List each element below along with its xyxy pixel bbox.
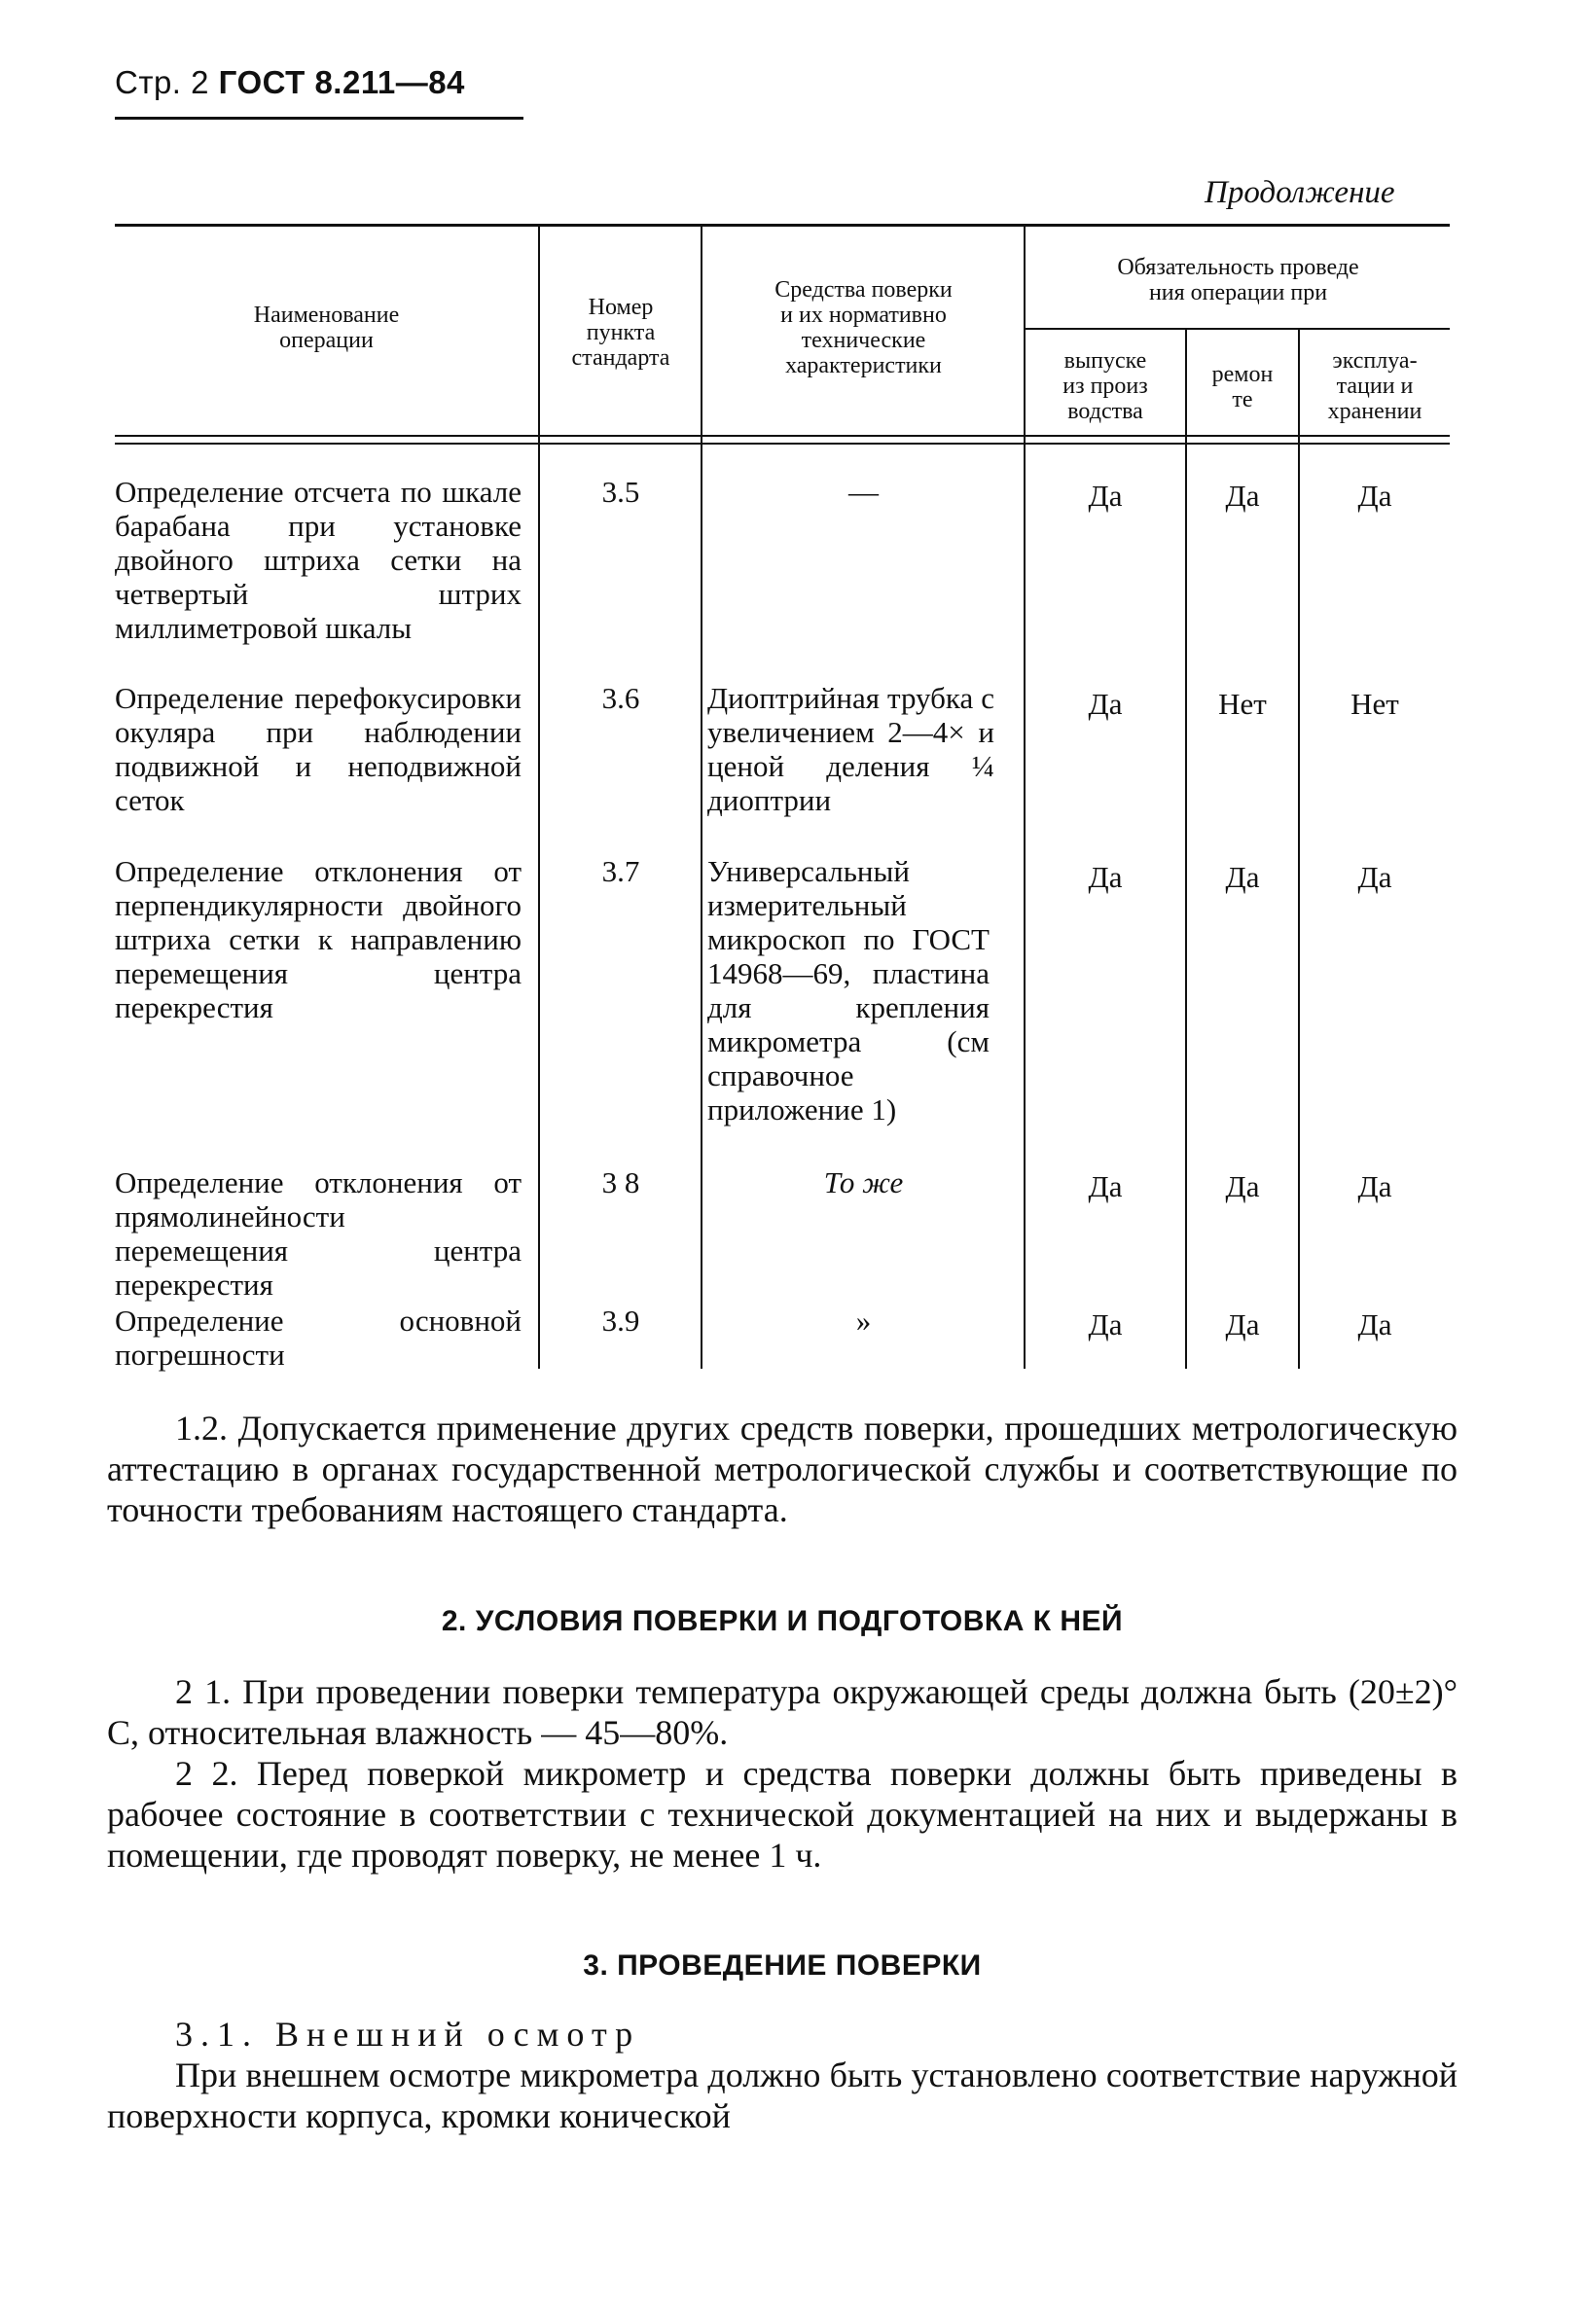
paragraph-2-1-text: 2 1. При проведении поверки температура окружающей среды должна быть (20±2)° С, относительная влажность — 45—80%. [107,1672,1458,1752]
running-head-rule [115,117,523,120]
standard-code: ГОСТ 8.211—84 [218,64,465,100]
row5-release: Да [1088,1307,1123,1341]
row4-operation: Определение отклонения от прямолинейности перемещения центра перекрестия [115,1165,522,1302]
header-bottom-rule [115,435,1450,437]
row5-storage: Да [1357,1307,1392,1341]
header-clause: Номер пункта стандарта [571,295,670,371]
row5-operation: Определение основной погрешности [115,1304,522,1372]
row1-release: Да [1088,479,1123,513]
page-label: Стр. 2 [115,64,209,100]
header-storage: эксплуа- тации и хранении [1327,348,1422,424]
paragraph-3-1-text: При внешнем осмотре микрометра должно быть установлено соответствие наружной поверхности корпуса, кромки конической [107,2056,1458,2135]
header-double-rule [115,443,1450,445]
paragraph-2-2-text: 2 2. Перед поверкой микрометр и средства поверки должны быть приведены в рабочее состояние в соответствии с технической документацией на них и выдержаны в помещении, где проводят поверку, не менее 1 ч. [107,1754,1458,1875]
continuation-label: Продолжение [1205,175,1395,210]
header-means: Средства поверки и их нормативно технические характеристики [774,277,953,378]
row2-repair: Нет [1218,687,1267,721]
row3-storage: Да [1357,860,1392,894]
row4-release: Да [1088,1169,1123,1203]
row1-repair: Да [1225,479,1260,513]
section-2-title: 2. УСЛОВИЯ ПОВЕРКИ И ПОДГОТОВКА К НЕЙ [441,1605,1124,1637]
subheader-rule [1024,328,1450,330]
row2-operation: Определение перефокусировки окуляра при наблюдении подвижной и неподвижной сеток [115,681,522,817]
row3-means: Универсальный измерительный микроскоп по ГОСТ 14968—69, пластина для крепления микрометра (см справочное приложение 1) [707,854,990,1126]
row1-storage: Да [1357,479,1392,513]
row3-release: Да [1088,860,1123,894]
header-repair: ремон те [1211,362,1274,412]
row4-repair: Да [1225,1169,1260,1203]
row4-storage: Да [1357,1169,1392,1203]
header-release: выпуске из произ водства [1062,348,1148,424]
header-obligatory: Обязательность проведе ния операции при [1117,255,1359,305]
paragraph-1-2-text: 1.2. Допускается применение других средств поверки, прошедших метрологическую аттестацию в органах государственной метрологической службы и соответствующие по точности требованиям настоящего стандарта. [107,1409,1458,1529]
row3-operation: Определение отклонения от перпендикулярности двойного штриха сетки к направлению перемещения центра перекрестия [115,854,522,1024]
row2-means: Диоптрийная трубка с увеличением 2—4× и ценой деления ¼ диоптрии [707,681,994,817]
running-head [115,64,465,101]
row2-storage: Нет [1350,687,1399,721]
section-3-title: 3. ПРОВЕДЕНИЕ ПОВЕРКИ [583,1949,982,1982]
row1-means: — [848,475,879,509]
header-operation: Наименование операции [253,303,400,353]
row4-means: То же [823,1165,904,1199]
col-divider-1 [538,226,540,1369]
row5-repair: Да [1225,1307,1260,1341]
row3-clause: 3.7 [601,854,640,888]
row3-repair: Да [1225,860,1260,894]
paragraph-2-2 [107,1753,1458,1876]
row1-operation: Определение отсчета по шкале барабана при установке двойного штриха сетки на четвертый штрих миллиметровой шкалы [115,475,522,645]
paragraph-3-1 [107,2014,1458,2136]
row5-clause: 3.9 [601,1304,640,1338]
paragraph-3-1-title: 3.1. Внешний осмотр [175,2015,641,2054]
col-divider-2 [701,226,702,1369]
paragraph-2-1 [107,1671,1458,1753]
paragraph-1-2 [107,1408,1458,1530]
table-top-rule [115,224,1450,227]
row2-clause: 3.6 [601,681,640,715]
row1-clause: 3.5 [601,475,640,509]
row2-release: Да [1088,687,1123,721]
row4-clause: 3 8 [601,1165,640,1199]
row5-means: » [855,1304,872,1338]
